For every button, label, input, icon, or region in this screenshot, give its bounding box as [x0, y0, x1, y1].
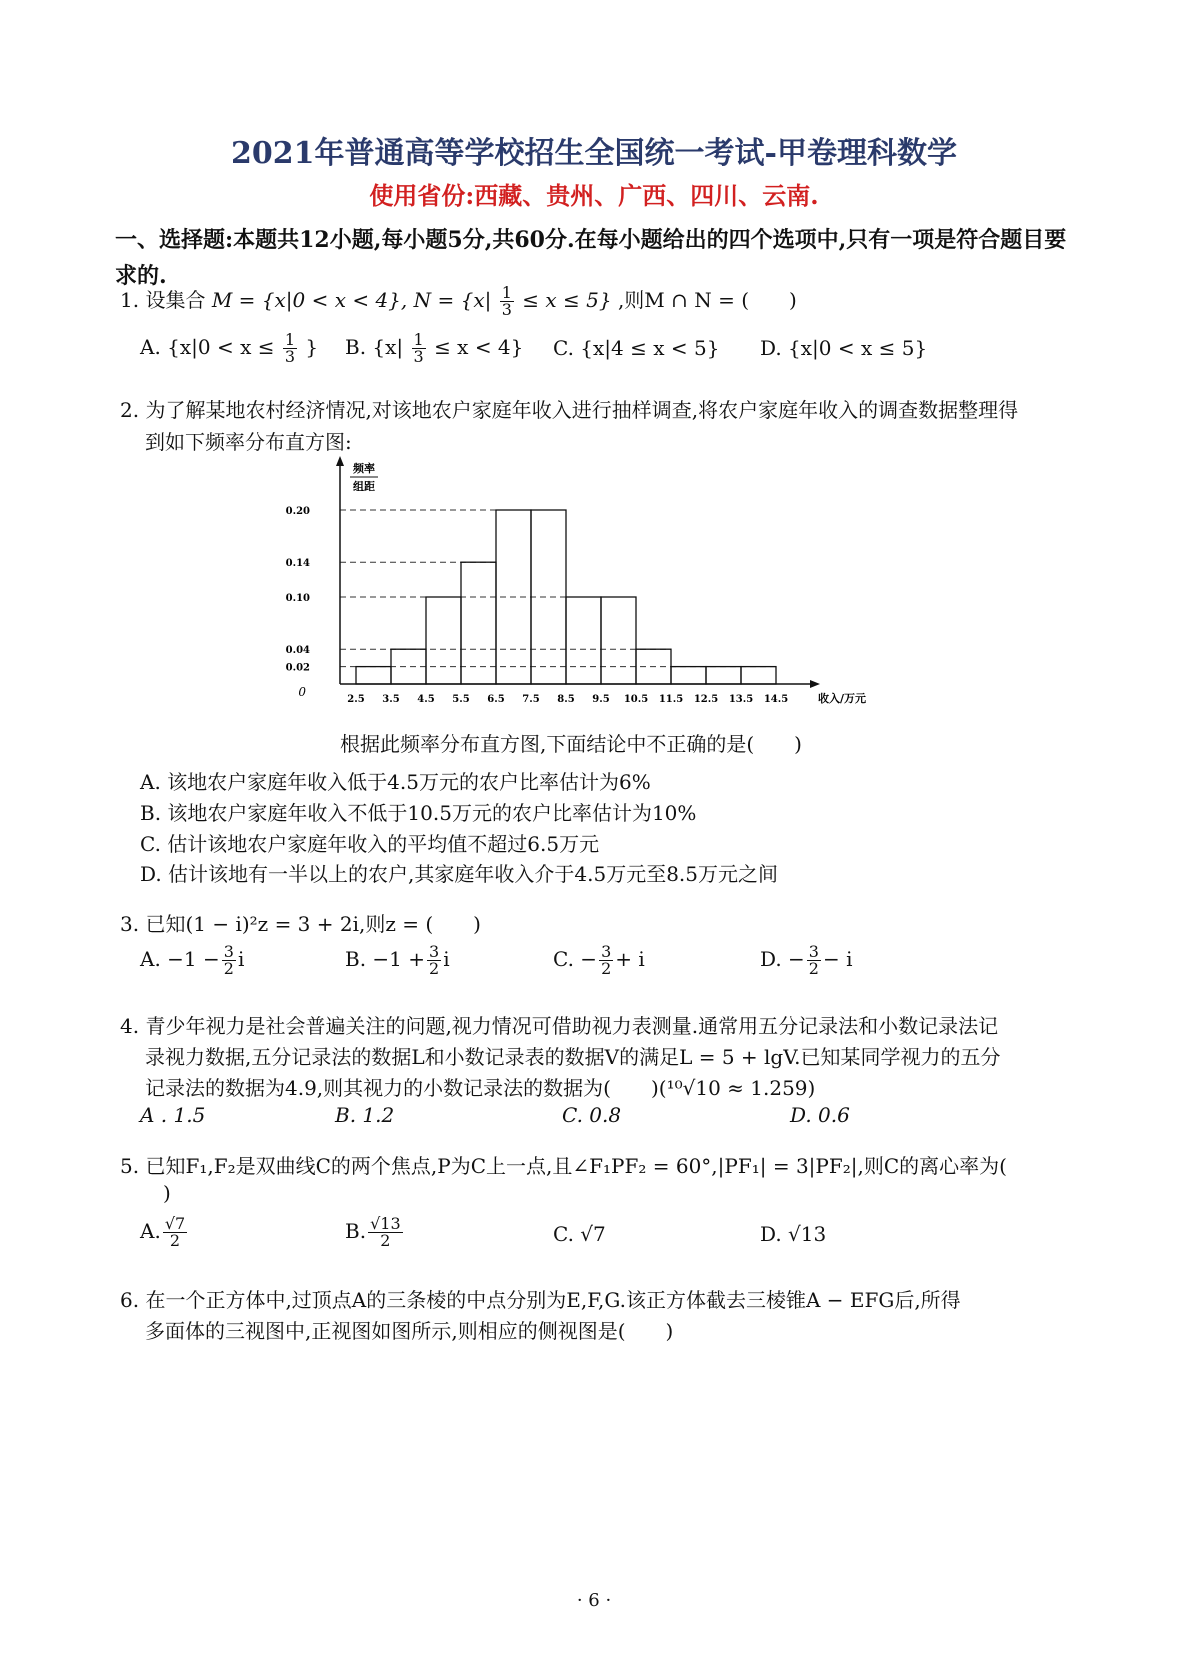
y-axis-arrow	[336, 456, 344, 466]
x-tick-label: 6.5	[487, 694, 505, 705]
q3-option-d: D. − $\frac{3}{2}$ − i	[760, 942, 853, 978]
x-tick-label: 9.5	[592, 694, 610, 705]
q5-option-a: A. $\frac{√7}{2}$	[140, 1214, 186, 1250]
q2-option-c: C. 估计该地农户家庭年收入的平均值不超过6.5万元	[140, 832, 600, 856]
q4-option-d: D. 0.6	[790, 1103, 850, 1127]
x-tick-label: 5.5	[452, 694, 470, 705]
histogram-bar	[566, 597, 601, 684]
question-stem: 青少年视力是社会普遍关注的问题,视力情况可借助视力表测量.通常用五分记录法和小数记录法记	[145, 1014, 999, 1038]
x-tick-label: 8.5	[557, 694, 575, 705]
section-heading: 一、选择题:本题共12小题,每小题5分,共60分.在每小题给出的四个选项中,只有一项是符合题目要求的.	[115, 227, 1067, 289]
y-tick-label: 0.20	[285, 506, 310, 517]
histogram	[270, 452, 867, 722]
q4-option-c: C. 0.8	[562, 1103, 622, 1127]
x-tick-label: 11.5	[658, 694, 684, 705]
q1-option-b: B. {x| $\frac{1}{3}$ ≤ x < 4}	[345, 330, 524, 366]
q2-option-b: B. 该地农户家庭年收入不低于10.5万元的农户比率估计为10%	[140, 801, 697, 825]
x-axis-label: 收入/万元	[818, 692, 867, 705]
q3-option-a: A. −1 − $\frac{3}{2}$ i	[140, 942, 245, 978]
q1-option-c: C. {x|4 ≤ x < 5}	[553, 336, 720, 360]
question-6-line2: 多面体的三视图中,正视图如图所示,则相应的侧视图是( )	[145, 1319, 674, 1343]
x-axis-arrow	[810, 680, 820, 688]
histogram-bar	[461, 562, 496, 684]
question-stem: M = {x|0 < x < 4}, N =	[211, 288, 461, 312]
q2-option-d: D. 估计该地有一半以上的农户,其家庭年收入介于4.5万元至8.5万元之间	[140, 862, 779, 886]
q3-option-c: C. − $\frac{3}{2}$ + i	[553, 942, 645, 978]
x-tick-label: 7.5	[522, 694, 540, 705]
question-stem: ,则M ∩ N = ( )	[617, 288, 797, 312]
x-tick-label: 3.5	[382, 694, 400, 705]
y-tick-label: 0.04	[285, 645, 310, 657]
y-tick-label: 0.02	[285, 662, 310, 674]
x-tick-label: 14.5	[763, 694, 789, 705]
question-stem: 设集合	[145, 288, 206, 312]
histogram-bar	[426, 597, 461, 684]
y-tick-label: 0.14	[285, 558, 310, 570]
question-stem: 为了解某地农村经济情况,对该地农户家庭年收入进行抽样调查,将农户家庭年收入的调查数据整理得	[145, 398, 1019, 422]
question-stem: {x|	[460, 288, 492, 312]
y-axis-label-top: 频率	[353, 462, 375, 475]
fraction: $\frac{1}{3}$	[501, 283, 512, 319]
y-axis-label-bottom: 组距	[353, 480, 375, 493]
exam-subtitle: 使用省份:西藏、贵州、广西、四川、云南.	[369, 181, 819, 210]
q5-option-c: C. √7	[553, 1222, 606, 1246]
q3-option-b: B. −1 + $\frac{3}{2}$ i	[345, 942, 450, 978]
question-stem: 已知F₁,F₂是双曲线C的两个焦点,P为C上一点,且∠F₁PF₂ = 60°,|PF₁| = 3|PF₂|,则C的离心率为(	[145, 1154, 1007, 1178]
question-2-ask: 根据此频率分布直方图,下面结论中不正确的是( )	[340, 732, 802, 756]
question-4-line3: 记录法的数据为4.9,则其视力的小数记录法的数据为( )(¹⁰√10 ≈ 1.259)	[145, 1076, 816, 1100]
histogram-bar	[706, 667, 741, 684]
question-stem: 在一个正方体中,过顶点A的三条棱的中点分别为E,F,G.该正方体截去三棱锥A − EFG后,所得	[145, 1288, 961, 1312]
question-4-line2: 录视力数据,五分记录法的数据L和小数记录表的数据V的满足L = 5 + lgV.已知某同学视力的五分	[145, 1045, 1001, 1069]
q5-option-b: B. $\frac{√13}{2}$	[345, 1214, 401, 1250]
question-1	[120, 284, 797, 318]
x-tick-label: 12.5	[693, 694, 719, 705]
question-number: 5.	[120, 1154, 140, 1178]
question-2	[120, 394, 1018, 423]
question-number: 6.	[120, 1288, 140, 1312]
x-tick-label: 4.5	[417, 694, 435, 705]
question-number: 2.	[120, 398, 140, 422]
question-stem: 已知(1 − i)²z = 3 + 2i,则z = ( )	[145, 912, 481, 936]
question-6	[120, 1284, 961, 1313]
question-number: 4.	[120, 1014, 140, 1038]
q1-option-d: D. {x|0 < x ≤ 5}	[760, 336, 928, 360]
question-stem: ≤ x ≤ 5}	[522, 288, 612, 312]
question-4	[120, 1010, 998, 1039]
page-number: · 6 ·	[576, 1590, 612, 1611]
x-tick-label: 10.5	[623, 694, 649, 705]
question-2-line2: 到如下频率分布直方图:	[145, 430, 352, 454]
q4-option-a: A . 1.5	[140, 1103, 206, 1127]
exam-title: 2021年普通高等学校招生全国统一考试-甲卷理科数学	[231, 136, 957, 171]
question-number: 1.	[120, 288, 140, 312]
histogram-bar	[671, 667, 706, 684]
question-3	[120, 908, 481, 937]
histogram-bar	[741, 667, 776, 684]
question-5-line2: )	[163, 1181, 171, 1205]
question-5	[120, 1150, 1007, 1179]
q2-option-a: A. 该地农户家庭年收入低于4.5万元的农户比率估计为6%	[140, 770, 651, 794]
q1-option-a: A. {x|0 < x ≤ $\frac{1}{3}$ }	[140, 330, 319, 366]
x-tick-label: 2.5	[347, 694, 365, 705]
histogram-bar	[601, 597, 636, 684]
y-tick-label: 0.10	[285, 593, 310, 604]
origin-label: 0	[298, 685, 306, 699]
question-number: 3.	[120, 912, 140, 936]
q4-option-b: B. 1.2	[335, 1103, 395, 1127]
histogram-bar	[356, 667, 391, 684]
x-tick-label: 13.5	[728, 694, 754, 705]
q5-option-d: D. √13	[760, 1222, 827, 1246]
